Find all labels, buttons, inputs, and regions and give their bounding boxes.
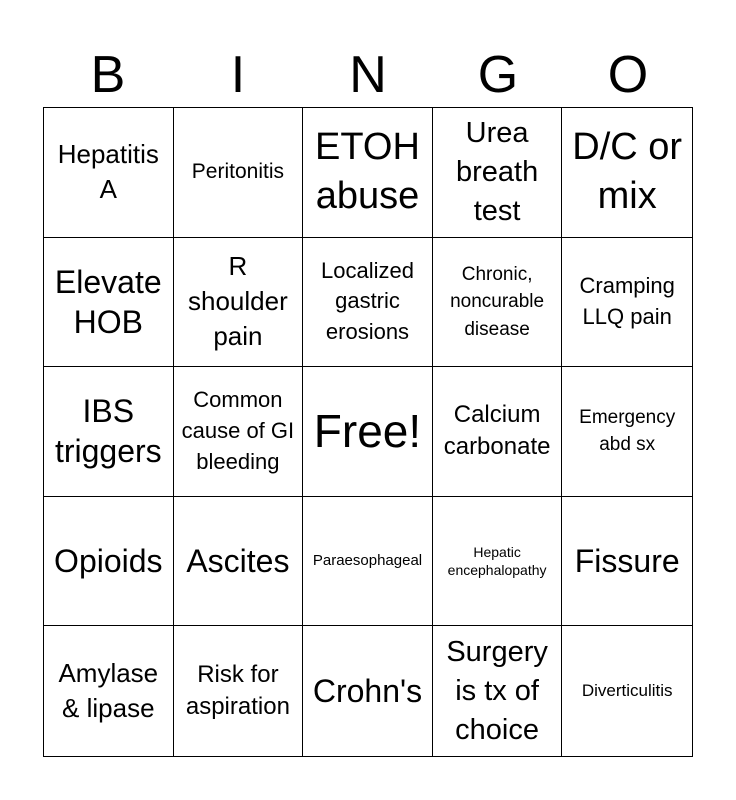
bingo-cell-r1-c1[interactable]	[44, 108, 174, 238]
cell-text: ETOH abuse	[315, 125, 420, 218]
cell-text: Opioids	[54, 543, 163, 580]
cell-text: R shoulder pain	[188, 251, 288, 352]
cell-text: Calcium carbonate	[443, 401, 551, 461]
bingo-cell-r2-c1[interactable]	[44, 238, 174, 368]
cell-text: Cramping LLQ pain	[579, 273, 675, 329]
cell-text: Urea breath test	[455, 117, 539, 227]
cell-text: Peritonitis	[191, 159, 284, 183]
bingo-cell-r3-c1[interactable]	[44, 367, 174, 497]
bingo-cell-r2-c3[interactable]	[303, 238, 433, 368]
bingo-cell-r3-c5[interactable]	[562, 367, 692, 497]
cell-text: Fissure	[574, 543, 680, 580]
free-space-label: Free!	[313, 405, 422, 458]
cell-text: IBS triggers	[54, 393, 162, 470]
cell-text: Paraesophageal	[312, 552, 423, 570]
cell-text: Localized gastric erosions	[321, 257, 414, 345]
header-letter-o: O	[607, 46, 649, 104]
bingo-cell-r4-c1[interactable]	[44, 497, 174, 627]
bingo-header	[43, 42, 693, 108]
header-letter-b: B	[90, 46, 126, 104]
header-letter-n: N	[349, 46, 387, 104]
cell-text: Hepatitis A	[57, 139, 159, 205]
cell-text: Amylase & lipase	[58, 658, 159, 724]
bingo-cell-r5-c1[interactable]	[44, 626, 174, 756]
bingo-cell-r4-c2[interactable]	[174, 497, 304, 627]
bingo-cell-r2-c5[interactable]	[562, 238, 692, 368]
cell-text: Chronic, noncurable disease	[450, 263, 545, 340]
header-letter-g: G	[477, 46, 519, 104]
cell-text: Ascites	[186, 543, 290, 580]
cell-text: Hepatic encephalopathy	[447, 543, 547, 579]
bingo-cell-r5-c3[interactable]	[303, 626, 433, 756]
cell-text: D/C or mix	[572, 125, 683, 218]
bingo-cell-r1-c2[interactable]	[174, 108, 304, 238]
header-letter-i: I	[230, 46, 246, 104]
cell-text: Diverticulitis	[581, 681, 673, 701]
bingo-cell-r4-c3[interactable]	[303, 497, 433, 627]
bingo-cell-r4-c5[interactable]	[562, 497, 692, 627]
bingo-cell-r1-c3[interactable]	[303, 108, 433, 238]
cell-text: Elevate HOB	[54, 263, 162, 340]
bingo-cell-r1-c4[interactable]	[433, 108, 563, 238]
bingo-cell-r1-c5[interactable]	[562, 108, 692, 238]
bingo-cell-r5-c5[interactable]	[562, 626, 692, 756]
cell-text: Risk for aspiration	[185, 661, 290, 721]
bingo-board	[43, 107, 693, 757]
cell-text: Surgery is tx of choice	[446, 635, 548, 746]
bingo-cell-r2-c2[interactable]	[174, 238, 304, 368]
bingo-cell-r4-c4[interactable]	[433, 497, 563, 627]
cell-text: Common cause of GI bleeding	[181, 387, 295, 474]
free-space-cell[interactable]	[303, 367, 433, 497]
cell-text: Emergency abd sx	[579, 406, 676, 456]
bingo-cell-r3-c2[interactable]	[174, 367, 304, 497]
bingo-cell-r5-c4[interactable]	[433, 626, 563, 756]
bingo-cell-r5-c2[interactable]	[174, 626, 304, 756]
cell-text: Crohn's	[312, 673, 423, 710]
bingo-cell-r2-c4[interactable]	[433, 238, 563, 368]
bingo-cell-r3-c4[interactable]	[433, 367, 563, 497]
